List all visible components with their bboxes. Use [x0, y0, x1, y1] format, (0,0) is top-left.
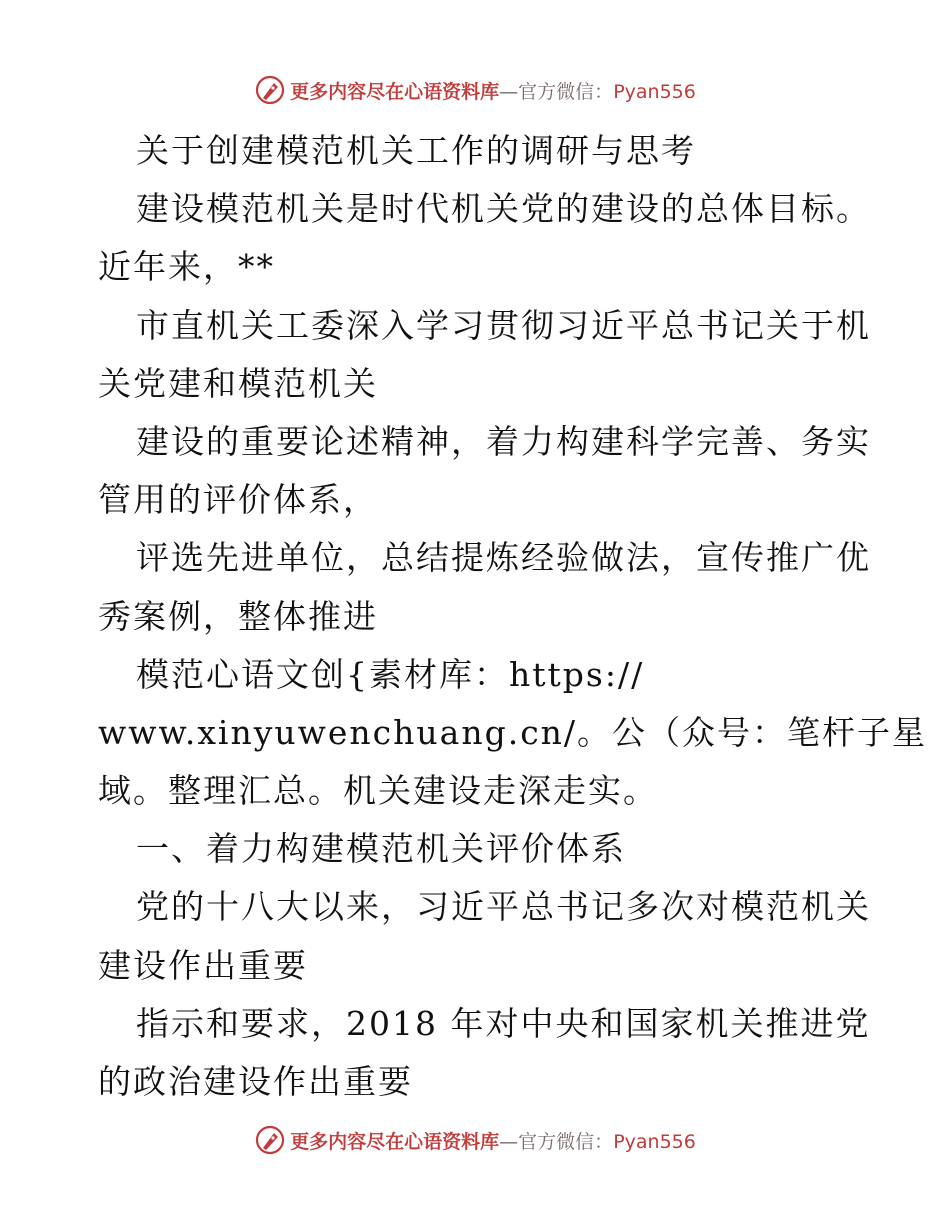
paragraph-line: 党的十八大以来，习近平总书记多次对模范机关	[136, 887, 871, 927]
watermark-wechat-label: 官方微信：	[518, 1130, 614, 1153]
watermark-brand: 更多内容尽在心语资料库	[290, 80, 500, 103]
watermark-wechat-label: 官方微信：	[518, 80, 614, 103]
watermark-separator: —	[499, 1130, 519, 1153]
watermark-wechat-id: Pyan556	[613, 80, 696, 103]
watermark-footer	[0, 1120, 950, 1160]
watermark-wechat-id: Pyan556	[613, 1130, 696, 1153]
paragraph-line: 评选先进单位，总结提炼经验做法，宣传推广优	[136, 538, 871, 578]
pen-nib-circle-icon	[254, 74, 286, 106]
watermark-brand: 更多内容尽在心语资料库	[290, 1130, 500, 1153]
section-heading: 一、着力构建模范机关评价体系	[136, 829, 626, 869]
paragraph-line: 近年来，**	[98, 247, 275, 287]
paragraph-line: 建设模范机关是时代机关党的建设的总体目标。	[136, 189, 871, 229]
watermark-header	[0, 70, 950, 110]
paragraph-line: 建设的重要论述精神，着力构建科学完善、务实	[136, 421, 871, 461]
watermark-text	[290, 77, 696, 104]
paragraph-line: 指示和要求，2018 年对中央和国家机关推进党	[136, 1003, 871, 1043]
pen-nib-circle-icon	[254, 1124, 286, 1156]
document-title: 关于创建模范机关工作的调研与思考	[136, 131, 696, 170]
paragraph-line: 关党建和模范机关	[98, 363, 378, 403]
paragraph-line: 的政治建设作出重要	[98, 1062, 413, 1101]
paragraph-line: 域。整理汇总。机关建设走深走实。	[98, 771, 658, 811]
watermark-separator: —	[499, 80, 519, 103]
paragraph-line: 秀案例，整体推进	[98, 596, 378, 636]
paragraph-line: 建设作出重要	[98, 945, 308, 985]
paragraph-line: 管用的评价体系，	[98, 480, 378, 520]
watermark-text	[290, 1127, 696, 1154]
paragraph-line: www.xinyuwenchuang.cn/。公（众号：笔杆子星	[98, 712, 928, 752]
paragraph-line: 模范心语文创{素材库：https://	[136, 654, 645, 694]
document-body	[98, 122, 928, 1111]
paragraph-line: 市直机关工委深入学习贯彻习近平总书记关于机	[136, 305, 871, 345]
